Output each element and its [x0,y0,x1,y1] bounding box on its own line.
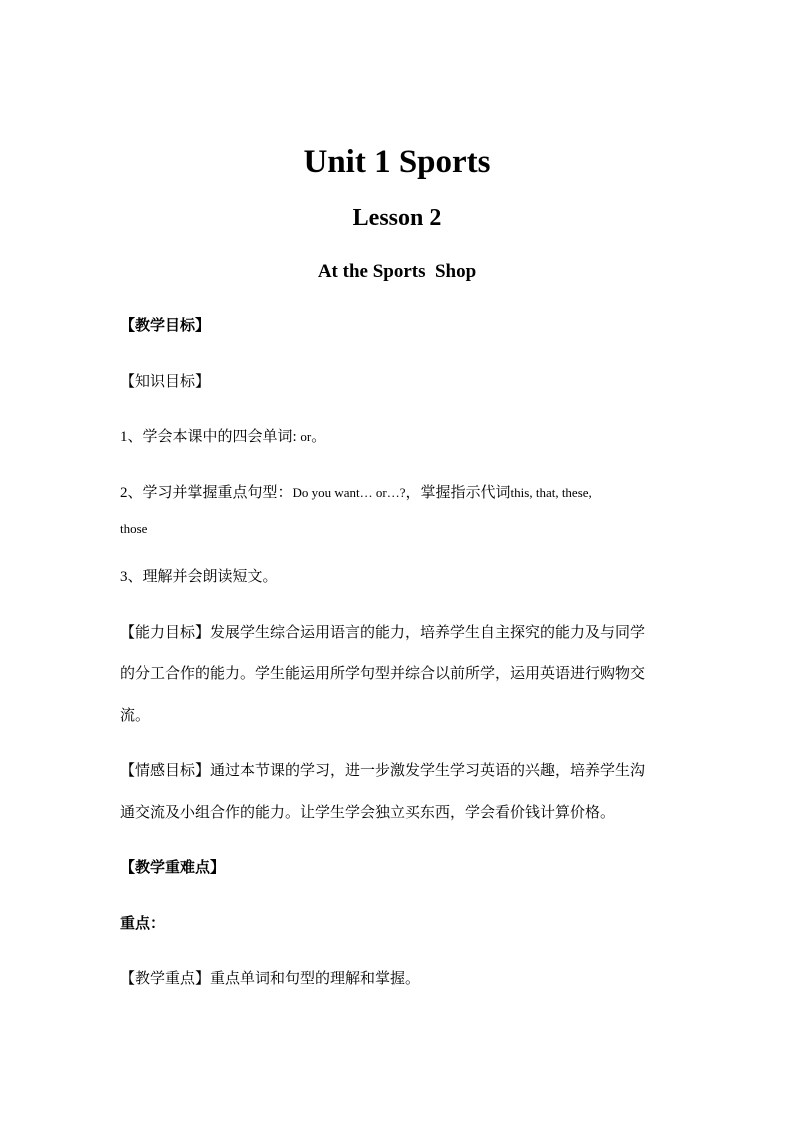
emotion-goals-line-1: 【情感目标】通过本节课的学习，进一步激发学生学习英语的兴趣，培养学生沟 [120,763,646,779]
ability-goals-line-3: 流。 [120,708,151,724]
item-1-end: 。 [311,429,327,445]
knowledge-item-1 [120,430,680,445]
emotion-goals-line-2: 通交流及小组合作的能力。让学生学会独立买东西，学会看价钱计算价格。 [120,805,616,821]
knowledge-item-3: 3、理解并会朗读短文。 [120,569,278,585]
knowledge-item-2 [120,486,680,501]
item-2-pattern: Do you want… or…? [292,485,406,500]
key-point-text: 【教学重点】重点单词和句型的理解和掌握。 [120,971,421,987]
key-point-label: 重点： [120,916,166,932]
unit-title: Unit 1 Sports [303,144,491,180]
lesson-title: Lesson 2 [352,205,442,231]
knowledge-item-2-wrap: those [120,521,148,536]
ability-goals-line-2: 的分工合作的能力。学生能运用所学句型并综合以前所学，运用英语进行购物交 [120,666,646,682]
item-2-text: 2、学习并掌握重点句型： [120,485,293,501]
lesson-subtitle: At the Sports Shop [317,261,477,282]
key-points-heading: 【教学重难点】 [120,860,226,876]
ability-goals-line-1: 【能力目标】发展学生综合运用语言的能力，培养学生自主探究的能力及与同学 [120,625,646,641]
item-1-word: or [300,429,312,444]
item-1-text: 1、学会本课中的四会单词: [120,429,301,445]
teaching-goals-heading: 【教学目标】 [120,318,211,334]
knowledge-goals-heading: 【知识目标】 [120,374,211,390]
item-2-pronouns: this, that, these, [510,485,592,500]
item-2-mid: ，掌握指示代词 [405,485,511,501]
